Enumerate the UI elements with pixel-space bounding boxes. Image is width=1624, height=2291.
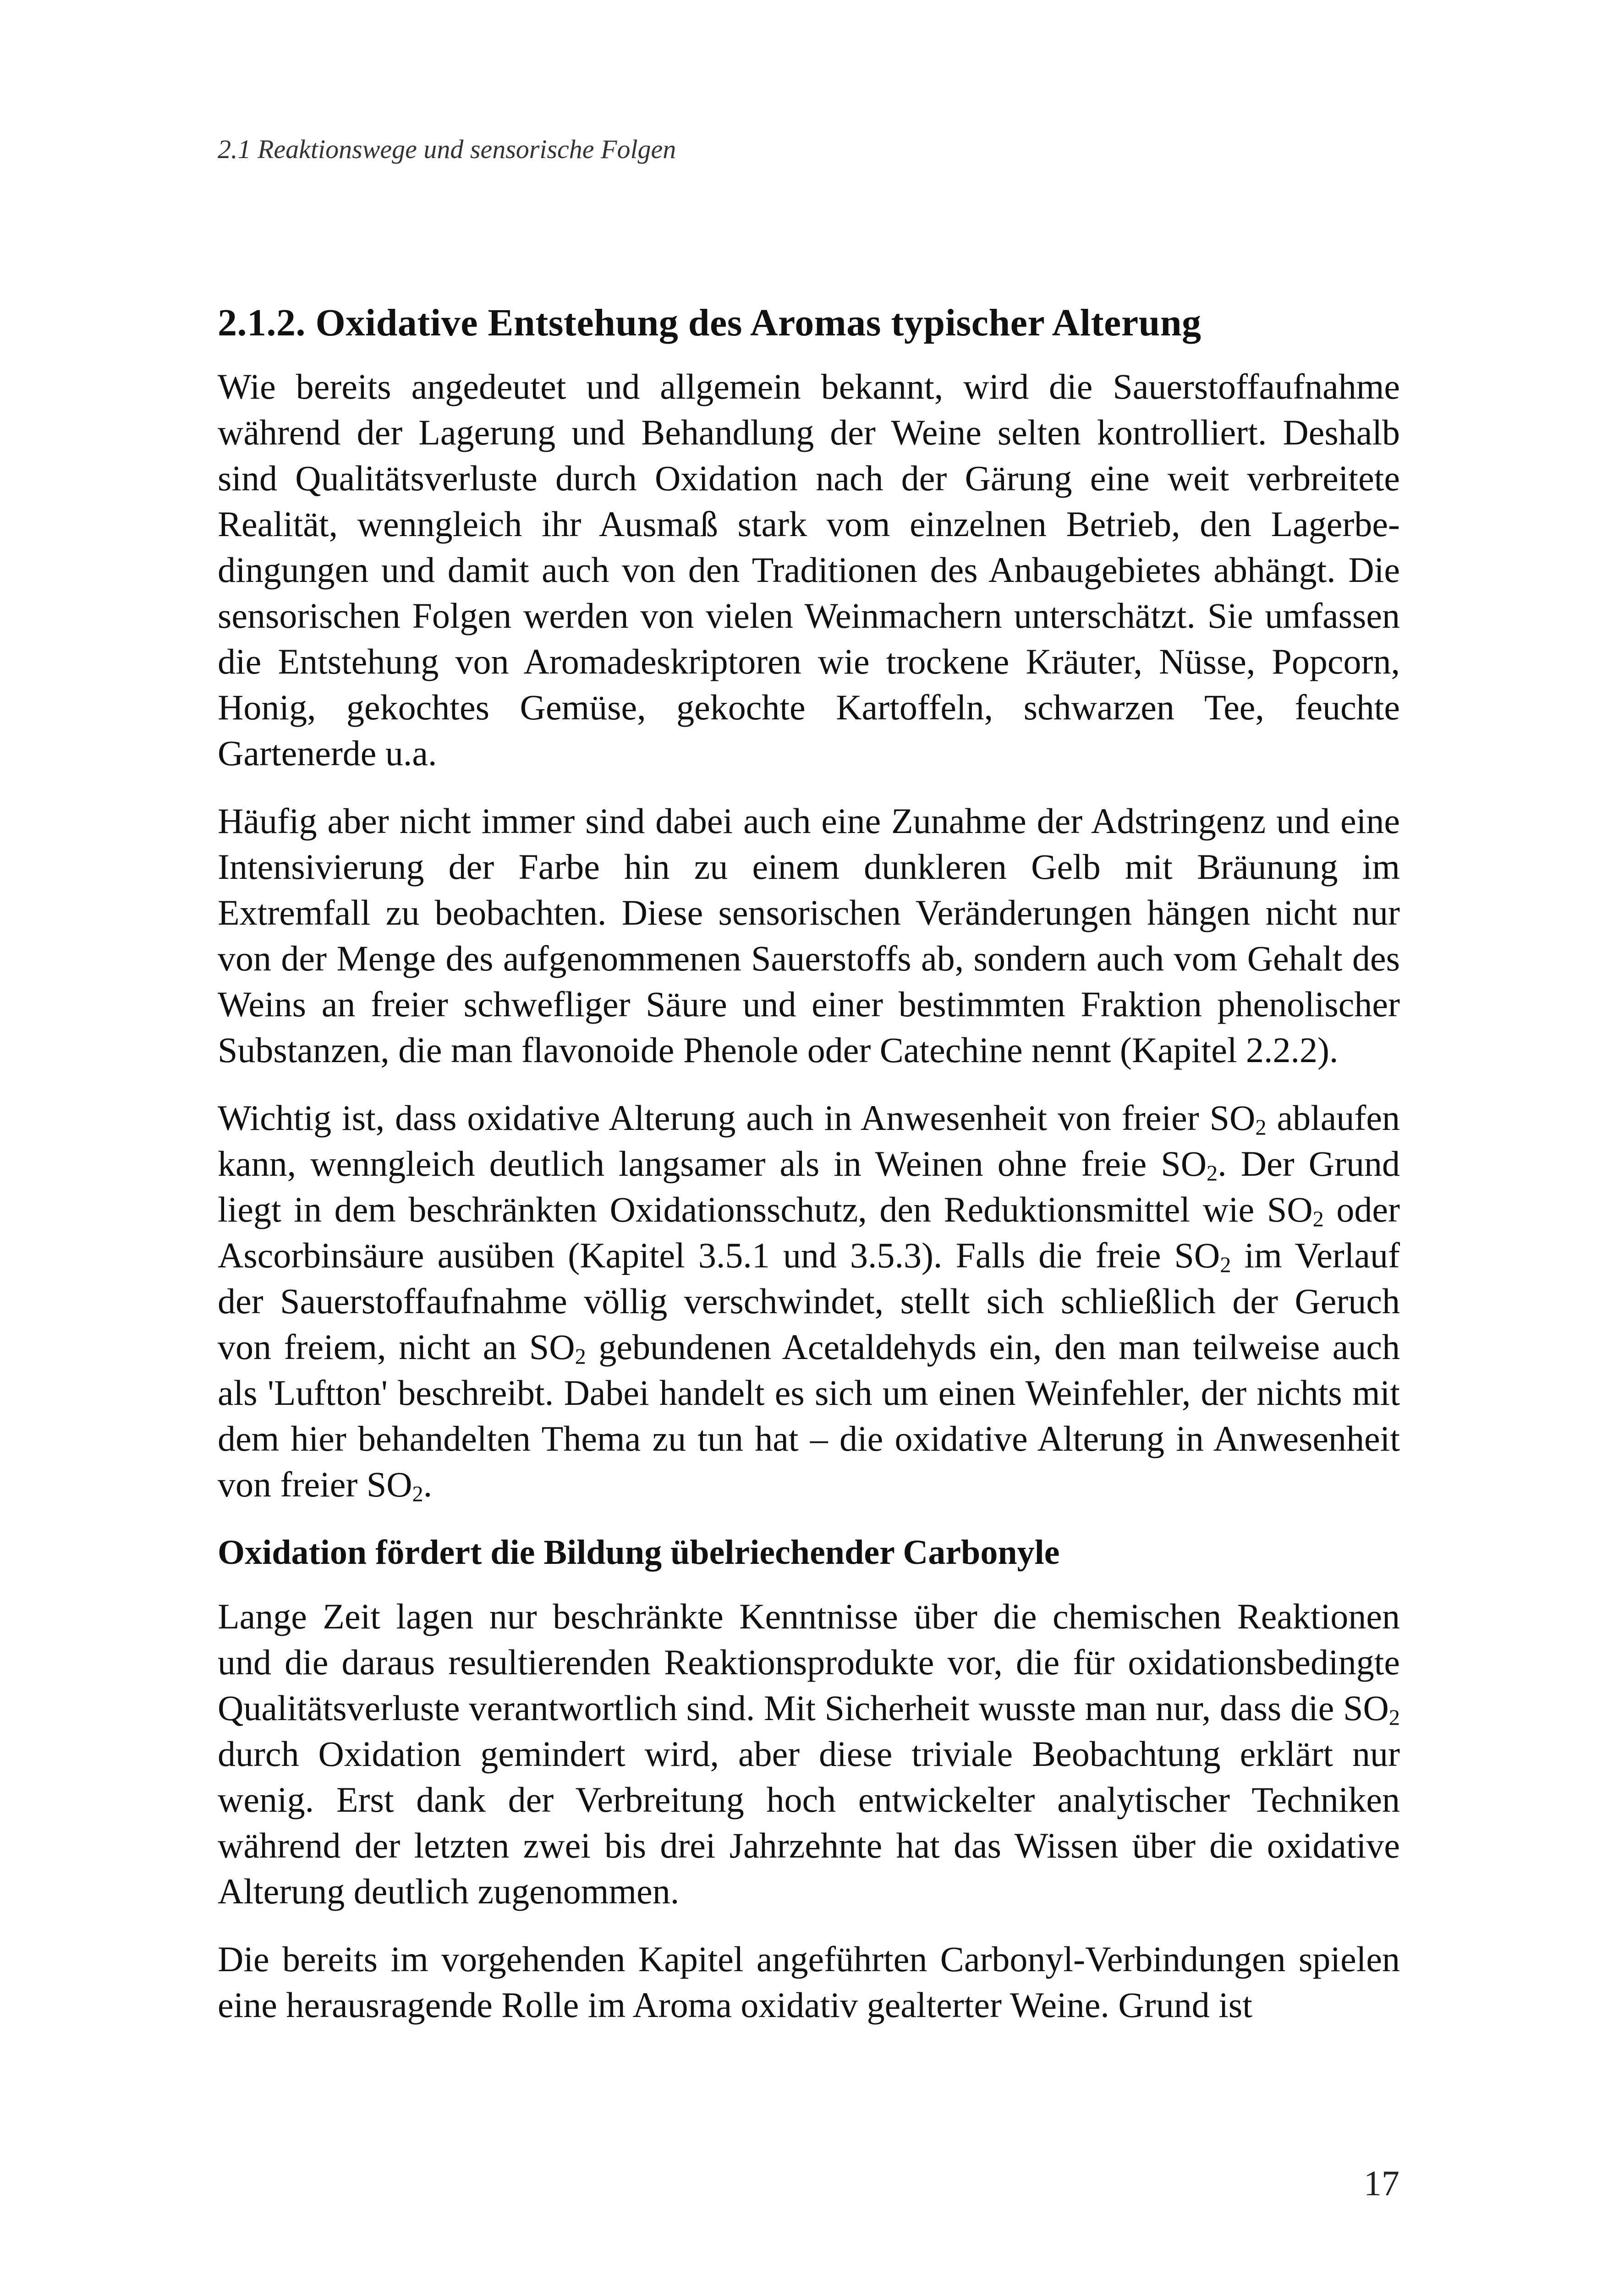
paragraph-2: Häufig aber nicht immer sind dabei auch eine Zunahme der Adstringenz und eine Intensivierung der Farbe hin zu einem dunkleren Gelb mit Bräunung im Extremfall zu beobachten. Diese sensorischen Veränderungen hängen nicht nur von der Menge des aufgenommenen Sauerstoffs ab, sondern auch vom Gehalt des Weins an freier schwefliger Säure und einer bestimmten Fraktion phenolischer Substanzen, die man flavonoide Phenole oder Catechine nennt (Kapitel 2.2.2). bbox=[218, 800, 1400, 1070]
section-heading: 2.1.2. Oxidative Entstehung des Aromas typischer Alterung bbox=[218, 301, 1202, 344]
text-run: im Verlauf der Sauerstoffaufnahme völlig verschwindet, stellt sich schließlich der Geruch von freiem, nicht an SO bbox=[218, 1235, 1400, 1367]
text-run: ablaufen kann, wenngleich deutlich langsamer als in Weinen ohne freie SO bbox=[218, 1097, 1400, 1184]
paragraph-5: Die bereits im vorgehenden Kapitel angeführten Carbonyl-Verbindungen spielen eine herausragende Rolle im Aroma oxidativ gealterter Weine. Grund ist bbox=[218, 1939, 1400, 2025]
subscript: 2 bbox=[412, 1482, 423, 1507]
subscript: 2 bbox=[1207, 1161, 1218, 1186]
subscript: 2 bbox=[1220, 1253, 1231, 1277]
paragraph-1: Wie bereits angedeutet und allgemein bekannt, wird die Sauerstoffaufnahme während der Lagerung und Behandlung der Weine selten kontrolliert. Deshalb sind Qualitätsverluste durch Oxidation nach der Gärung eine weit verbreitete Realität, wenngleich ihr Ausmaß stark vom einzelnen Betrieb, den Lagerbedingungen und damit auch von den Traditionen des Anbaugebietes abhängt. Die sensorischen Folgen werden von vielen Weinmachern unterschätzt. Sie umfassen die Entstehung von Aromadeskriptoren wie trockene Kräuter, Nüsse, Popcorn, Honig, gekochtes Gemüse, gekochte Kartoffeln, schwarzen Tee, feuchte Gartenerde u.a. bbox=[218, 366, 1400, 773]
subscript: 2 bbox=[1255, 1115, 1267, 1140]
subscript: 2 bbox=[1388, 1705, 1400, 1730]
text-run: gebundenen Acetaldehyds ein, den man teilweise auch als 'Luftton' beschreibt. Dabei handelt es sich um einen Weinfehler, der nichts mit dem hier behandelten Thema zu tun hat – die oxidative Alterung in Anwesenheit von freier SO bbox=[218, 1326, 1400, 1504]
subsection-heading: Oxidation fördert die Bildung übelriechender Carbonyle bbox=[218, 1533, 1060, 1572]
paragraph-3 bbox=[218, 1095, 1400, 1507]
text-run: Lange Zeit lagen nur beschränkte Kenntnisse über die chemischen Reaktionen und die daraus resultierenden Reaktionsprodukte vor, die für oxidationsbedingte Qualitätsverluste verantwortlich sind. Mit Sicherheit wusste man nur, dass die SO bbox=[218, 1596, 1400, 1728]
text-run: durch Oxidation gemindert wird, aber diese triviale Beobachtung erklärt nur wenig. Erst dank der Verbreitung hoch entwickelter analytischer Techniken während der letzten zwei bis drei Jahrzehnte hat das Wissen über die oxidative Alterung deutlich zugenommen. bbox=[218, 1733, 1400, 1911]
running-header: 2.1 Reaktionswege und sensorische Folgen bbox=[218, 134, 676, 164]
paragraph-4 bbox=[218, 1594, 1400, 1914]
text-run: . bbox=[423, 1464, 433, 1504]
page-number: 17 bbox=[1364, 2163, 1399, 2203]
text-run: Wichtig ist, dass oxidative Alterung auch in Anwesenheit von freier SO bbox=[218, 1097, 1256, 1138]
text-run: oder Ascorbinsäure ausüben (Kapitel 3.5.1 und 3.5.3). Falls die freie SO bbox=[218, 1189, 1400, 1275]
text-run: . Der Grund liegt in dem beschränkten Oxidationsschutz, den Reduktionsmittel wie SO bbox=[218, 1143, 1400, 1229]
page-content bbox=[218, 300, 1400, 2050]
subscript: 2 bbox=[575, 1344, 586, 1369]
subscript: 2 bbox=[1312, 1207, 1324, 1232]
